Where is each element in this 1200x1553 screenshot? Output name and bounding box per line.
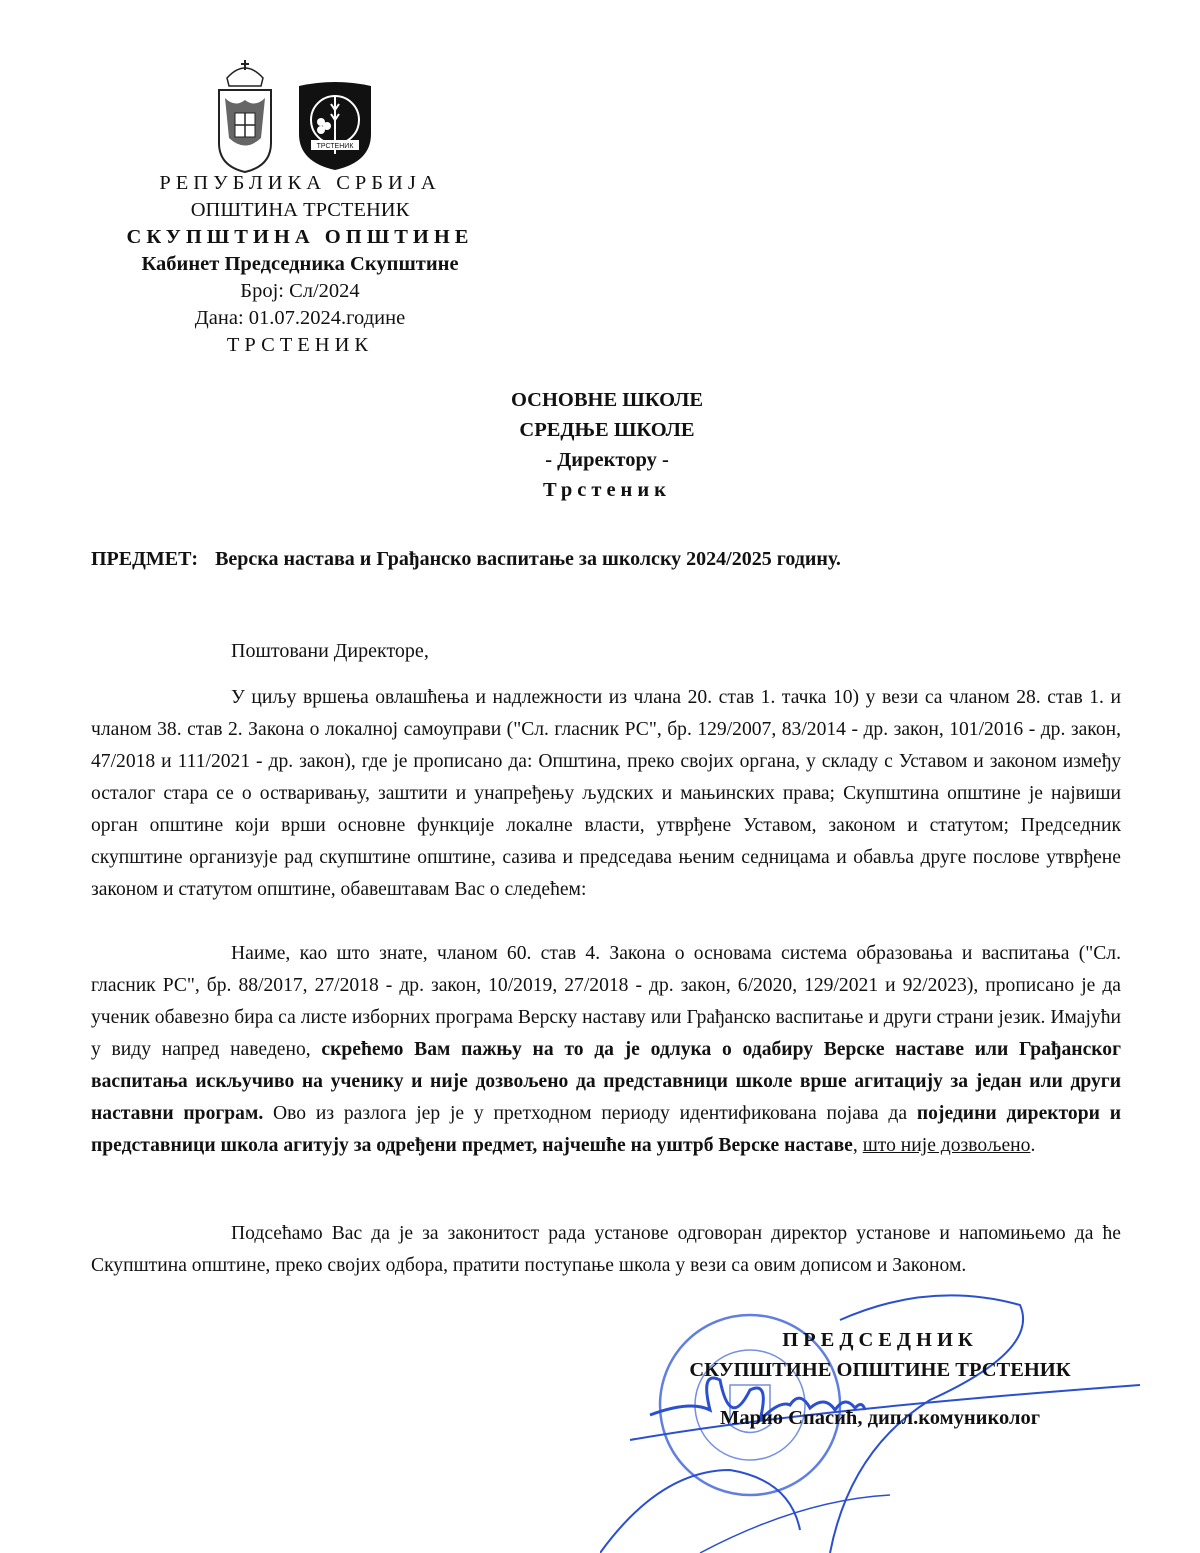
greeting: Поштовани Директоре, bbox=[231, 640, 429, 662]
serbia-coat-of-arms-icon bbox=[215, 58, 275, 173]
signatory-office: СКУПШТИНЕ ОПШТИНЕ ТРСТЕНИК bbox=[689, 1359, 1071, 1381]
letterhead-assembly: СКУПШТИНА ОПШТИНЕ bbox=[126, 226, 474, 248]
text-segment: , bbox=[852, 1135, 863, 1156]
addressee-line: ОСНОВНЕ ШКОЛЕ bbox=[510, 389, 704, 411]
body-paragraph-2 bbox=[91, 938, 1121, 1162]
text-segment: . bbox=[1030, 1135, 1036, 1156]
emphasis-text: скрећемо Вам пажњу на то да је одлука о одабиру Верске наставе или Грађанског васпитања искључиво на ученику и није дозвољено да представници школе врше агитацију за један или други наставни програм. bbox=[91, 1039, 1121, 1124]
document-date: Дана: 01.07.2024.године bbox=[194, 307, 406, 329]
addressee-block bbox=[407, 385, 807, 505]
trstenik-emblem-label: ТРСТЕНИК bbox=[316, 143, 354, 150]
letterhead-country: РЕПУБЛИКА СРБИЈА bbox=[159, 172, 441, 194]
letterhead-municipality: ОПШТИНА ТРСТЕНИК bbox=[190, 199, 410, 221]
letterhead-cabinet: Кабинет Председника Скупштине bbox=[141, 253, 459, 275]
signatory-title: ПРЕДСЕДНИК bbox=[782, 1329, 978, 1351]
addressee-line: СРЕДЊЕ ШКОЛЕ bbox=[519, 419, 695, 441]
letterhead bbox=[100, 170, 500, 359]
body-paragraph-3: Подсећамо Вас да је за законитост рада установе одговоран директор установе и напомињемо да ће Скупштина општине, преко својих одбора, пратити поступање школа у вези са овим дописом и Законом. bbox=[91, 1223, 1121, 1276]
trstenik-coat-of-arms-icon bbox=[297, 82, 373, 172]
document-number: Број: Сл/2024 bbox=[240, 280, 360, 302]
text-segment: Наиме, као што знате, чланом 60. став 4. Закона о основама система образовања и васпитања ("Сл. гласник РС", бр. 88/2017, 27/2018 - др. закон, 10/2019, 27/2018 - др. закон, 6/2020, 129/2021 и 92/2023), прописано је да ученик обавезно бира са листе изборних програма Верску наставу или Грађанско васпитање и други страни језик. Имајући у виду напред наведено, bbox=[91, 943, 1121, 1060]
letterhead-city: ТРСТЕНИК bbox=[226, 334, 374, 356]
subject-text: Верска настава и Грађанско васпитање за школску 2024/2025 годину. bbox=[215, 548, 841, 570]
subject-label: ПРЕДМЕТ: bbox=[91, 548, 199, 570]
addressee-line: Трстеник bbox=[543, 479, 671, 501]
text-segment: Ово из разлога јер је у претходном периоду идентификована појава да bbox=[263, 1103, 917, 1124]
signatory-name: Марио Спасић, дипл.комуниколог bbox=[719, 1407, 1041, 1429]
signature-block bbox=[640, 1325, 1120, 1433]
underlined-text: што није дозвољено bbox=[862, 1135, 1031, 1156]
emphasis-text: поједини директори и представници школа агитују за одређени предмет, најчешће на уштрб Верске наставе bbox=[91, 1103, 1121, 1156]
subject-line bbox=[91, 548, 841, 571]
addressee-line: - Директору - bbox=[545, 449, 669, 471]
body-paragraph-1: У циљу вршења овлашћења и надлежности из члана 20. став 1. тачка 10) у вези са чланом 28. став 1. и чланом 38. став 2. Закона о локалној самоуправи ("Сл. гласник РС", бр. 129/2007, 83/2014 - др. закон, 101/2016 - др. закон, 47/2018 и 111/2021 - др. закон), где је прописано да: Општина, преко својих органа, у складу с Уставом и законом између осталог стара се о остваривању, заштити и унапређењу људских и мањинских права; Скупштина општине је највиши орган општине који врши основне функције локалне власти, утврђене Уставом, законом и статутом; Председник скупштине организује рад скупштине општине, сазива и председава њеним седницама и обавља друге послове утврђене законом и статутом општине, обавештавам Вас о следећем: bbox=[91, 687, 1121, 900]
